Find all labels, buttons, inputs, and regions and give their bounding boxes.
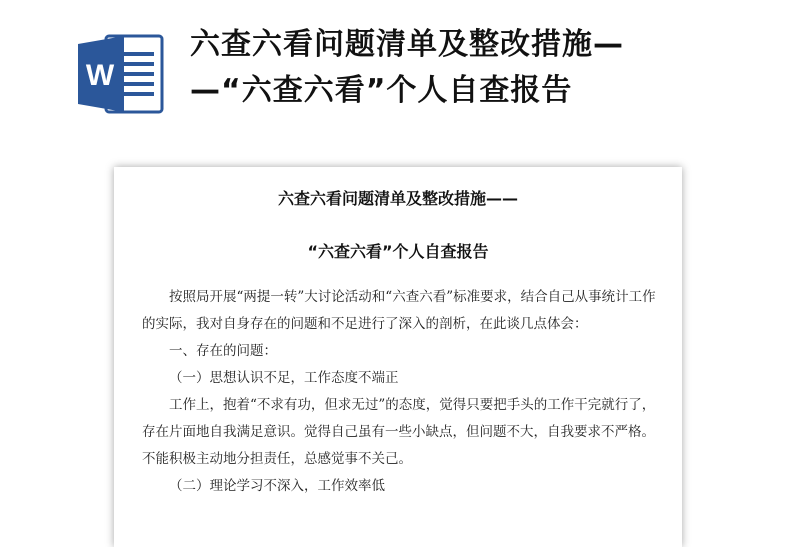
document-title-line-1: 六查六看问题清单及整改措施——	[277, 189, 518, 208]
subheading-1: （一）思想认识不足，工作态度不端正	[169, 370, 399, 386]
word-icon-letter: W	[85, 59, 115, 92]
body-paragraph-2: 工作上，抱着“不求有功，但求无过”的态度，觉得只要把手头的工作干完就行了，存在片面地自我满足意识。觉得自己虽有一些小缺点，但问题不大，自我要求不严格。不能积极主动地分担责任，总感觉事不关己。	[142, 397, 656, 467]
document-page	[114, 167, 682, 547]
section-heading-problems: 一、存在的问题：	[169, 343, 277, 359]
header-title-line-2: —“六查六看”个人自查报告	[190, 73, 573, 108]
word-document-icon	[76, 30, 168, 118]
header-title-line-1: 六查六看问题清单及整改措施—	[190, 27, 624, 62]
header	[0, 0, 800, 150]
document-body	[142, 284, 662, 500]
body-paragraph-1: 按照局开展“两提一转”大讨论活动和“六查六看”标准要求，结合自己从事统计工作的实际，我对自身存在的问题和不足进行了深入的剖析，在此谈几点体会：	[142, 289, 656, 332]
document-title-line-2: “六查六看”个人自查报告	[307, 242, 489, 261]
header-title	[190, 22, 780, 114]
subheading-2: （二）理论学习不深入，工作效率低	[169, 478, 385, 494]
